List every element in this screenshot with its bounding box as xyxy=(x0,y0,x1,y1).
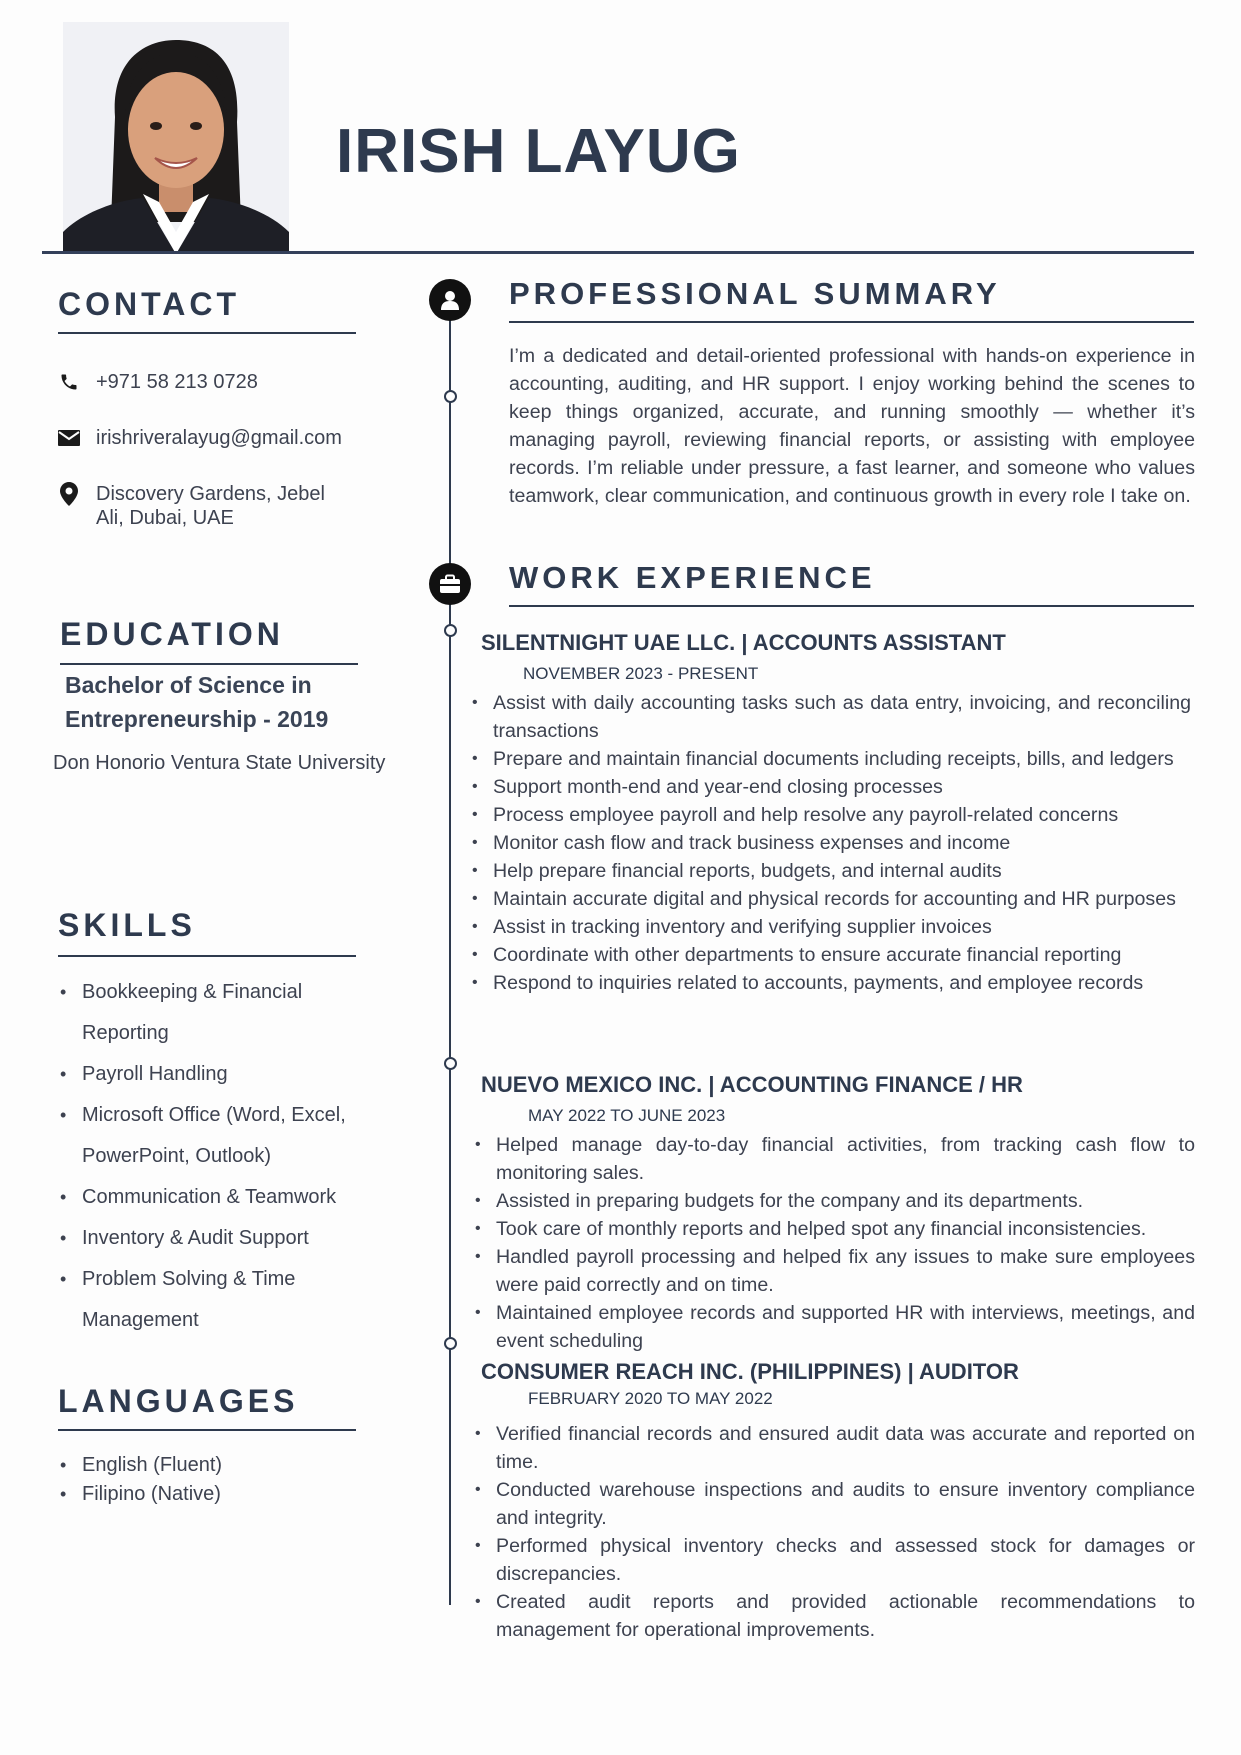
languages-divider xyxy=(58,1429,356,1431)
header-divider xyxy=(42,251,1194,254)
email-address[interactable]: irishriveralayug@gmail.com xyxy=(96,427,342,449)
person-icon xyxy=(429,279,471,321)
contact-divider xyxy=(58,332,356,334)
address-line-1: Discovery Gardens, Jebel xyxy=(96,483,325,505)
experience-divider xyxy=(509,605,1194,607)
job-bullet: • Process employee payroll and help resolve any payroll-related concerns xyxy=(468,801,1191,829)
job-date: NOVEMBER 2023 - PRESENT xyxy=(523,664,759,683)
job-bullet: • Monitor cash flow and track business expenses and income xyxy=(468,829,1191,857)
job-bullet: • Assisted in preparing budgets for the company and its departments. xyxy=(471,1187,1195,1215)
school-name: Don Honorio Ventura State University xyxy=(53,752,386,774)
timeline-dot xyxy=(444,624,457,637)
language-item: • English (Fluent) xyxy=(58,1451,358,1480)
timeline-dot xyxy=(444,1337,457,1350)
skills-divider xyxy=(58,955,356,957)
experience-heading: WORK EXPERIENCE xyxy=(509,560,876,595)
contact-phone xyxy=(58,370,368,394)
job-bullets xyxy=(471,1131,1195,1355)
job-title: CONSUMER REACH INC. (PHILIPPINES) | AUDITOR xyxy=(481,1359,1019,1384)
job-date: MAY 2022 TO JUNE 2023 xyxy=(528,1106,726,1125)
job-date: FEBRUARY 2020 TO MAY 2022 xyxy=(528,1389,773,1408)
phone-icon xyxy=(58,370,80,394)
job-bullet: • Prepare and maintain financial documents including receipts, bills, and ledgers xyxy=(468,745,1191,773)
job-bullet: • Handled payroll processing and helped fix any issues to make sure employees were paid correctly and on time. xyxy=(471,1243,1195,1299)
job-bullet: • Performed physical inventory checks and assessed stock for damages or discrepancies. xyxy=(471,1532,1195,1588)
email-icon xyxy=(58,426,80,450)
job-bullets xyxy=(468,689,1191,997)
skill-item: • Payroll Handling xyxy=(58,1054,358,1095)
job-bullet: • Verified financial records and ensured audit data was accurate and reported on time. xyxy=(471,1420,1195,1476)
education-divider xyxy=(60,663,358,665)
contact-heading: CONTACT xyxy=(58,286,241,322)
job-bullet: • Coordinate with other departments to ensure accurate financial reporting xyxy=(468,941,1191,969)
skills-heading: SKILLS xyxy=(58,907,196,943)
job-title: NUEVO MEXICO INC. | ACCOUNTING FINANCE / HR xyxy=(481,1072,1023,1097)
degree-line-1: Bachelor of Science in xyxy=(65,672,312,698)
profile-photo xyxy=(63,22,289,254)
briefcase-icon xyxy=(429,563,471,605)
job-bullets xyxy=(471,1420,1195,1644)
job-bullet: • Assist with daily accounting tasks such as data entry, invoicing, and reconciling transactions xyxy=(468,689,1191,745)
skills-list xyxy=(58,972,358,1341)
skill-item: • Communication & Teamwork xyxy=(58,1177,358,1218)
education-heading: EDUCATION xyxy=(60,616,284,652)
job-bullet: • Support month-end and year-end closing processes xyxy=(468,773,1191,801)
language-item: • Filipino (Native) xyxy=(58,1480,358,1509)
job-bullet: • Took care of monthly reports and helped spot any financial inconsistencies. xyxy=(471,1215,1195,1243)
languages-list xyxy=(58,1451,358,1509)
degree xyxy=(65,668,328,736)
phone-number[interactable]: +971 58 213 0728 xyxy=(96,371,258,393)
skill-item: • Bookkeeping & Financial Reporting xyxy=(58,972,358,1054)
skill-item: • Problem Solving & Time Management xyxy=(58,1259,358,1341)
contact-email xyxy=(58,426,368,450)
job-bullet: • Conducted warehouse inspections and audits to ensure inventory compliance and integrity. xyxy=(471,1476,1195,1532)
job-bullet: • Assist in tracking inventory and verifying supplier invoices xyxy=(468,913,1191,941)
profile-photo-illustration xyxy=(63,22,289,254)
summary-heading: PROFESSIONAL SUMMARY xyxy=(509,276,1001,311)
skill-item: • Microsoft Office (Word, Excel, PowerPoint, Outlook) xyxy=(58,1095,358,1177)
skill-item: • Inventory & Audit Support xyxy=(58,1218,358,1259)
degree-line-2: Entrepreneurship - 2019 xyxy=(65,706,329,732)
job-bullet: • Maintained employee records and supported HR with interviews, meetings, and event scheduling xyxy=(471,1299,1195,1355)
job-bullet: • Respond to inquiries related to accounts, payments, and employee records xyxy=(468,969,1191,997)
timeline-dot xyxy=(444,390,457,403)
timeline-dot xyxy=(444,1057,457,1070)
contact-address xyxy=(58,482,368,530)
job-bullet: • Help prepare financial reports, budgets, and internal audits xyxy=(468,857,1191,885)
job-title: SILENTNIGHT UAE LLC. | ACCOUNTS ASSISTANT xyxy=(481,630,1006,655)
job-bullet: • Helped manage day-to-day financial activities, from tracking cash flow to monitoring sales. xyxy=(471,1131,1195,1187)
candidate-name: IRISH LAYUG xyxy=(336,117,741,186)
job-bullet: • Created audit reports and provided actionable recommendations to management for operational improvements. xyxy=(471,1588,1195,1644)
summary-divider xyxy=(509,321,1194,323)
languages-heading: LANGUAGES xyxy=(58,1383,299,1419)
address-line-2: Ali, Dubai, UAE xyxy=(96,507,234,529)
job-bullet: • Maintain accurate digital and physical records for accounting and HR purposes xyxy=(468,885,1191,913)
summary-text: I’m a dedicated and detail-oriented professional with hands-on experience in accounting, auditing, and HR support. I enjoy working behind the scenes to keep things organized, accurate, and running smoothly — whether it’s managing payroll, reviewing financial reports, or assisting with employee records. I’m reliable under pressure, a fast learner, and someone who values teamwork, clear communication, and continuous growth in every role I take on. xyxy=(509,345,1195,507)
timeline-line xyxy=(449,320,451,1605)
location-pin-icon xyxy=(58,482,80,506)
